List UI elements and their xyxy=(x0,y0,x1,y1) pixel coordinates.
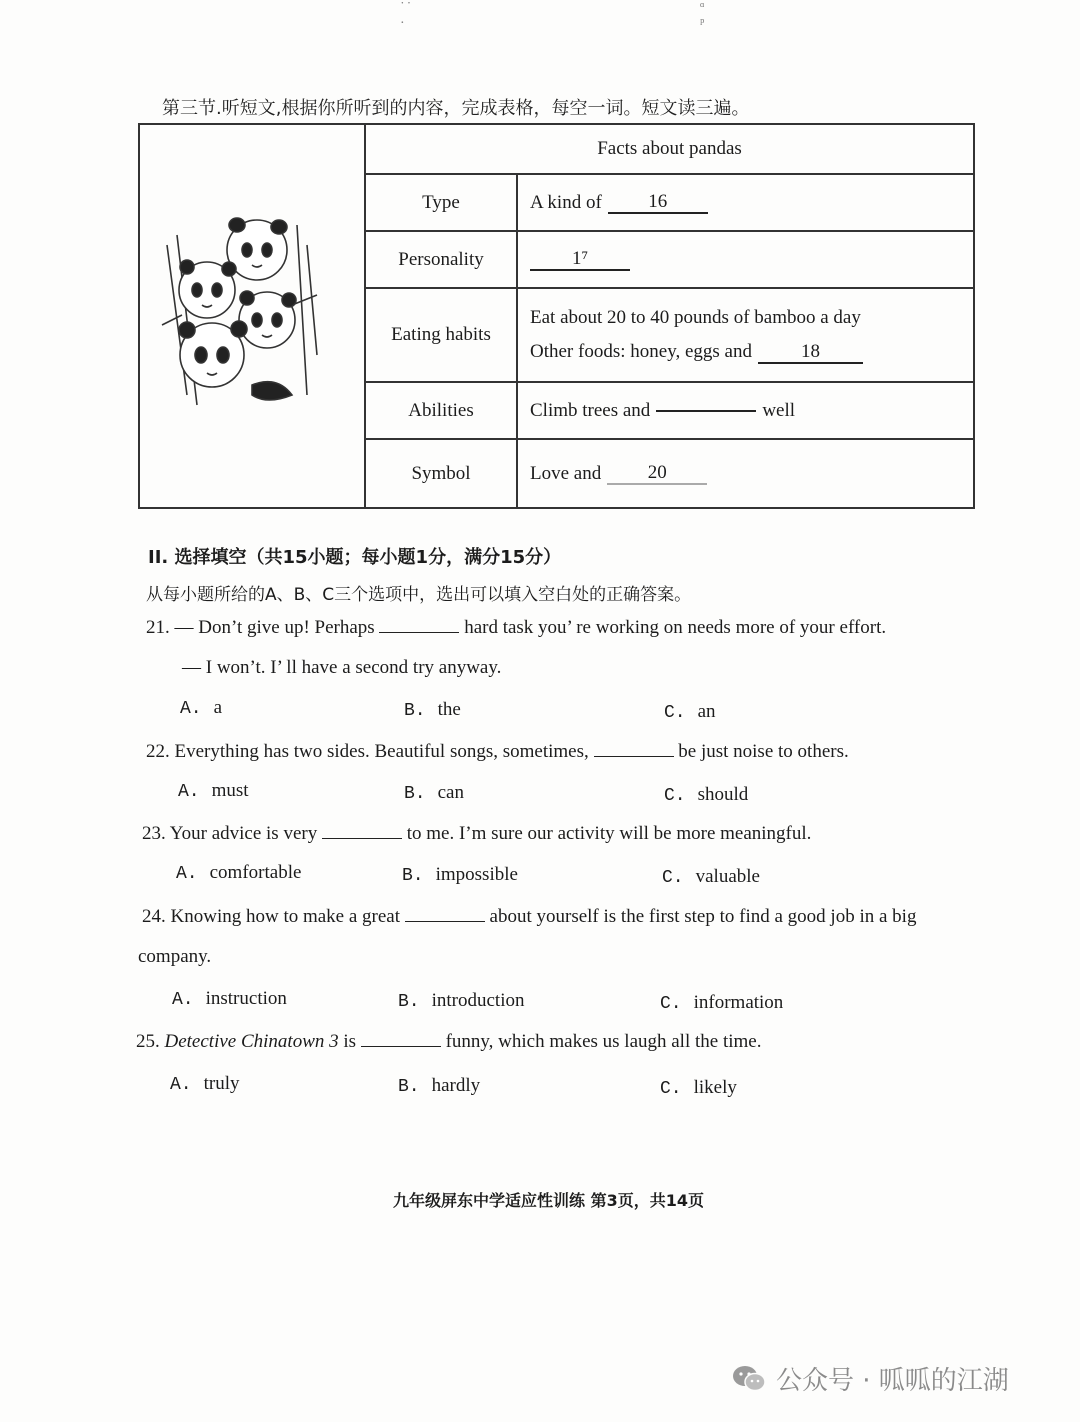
question-number: 23. xyxy=(142,823,166,844)
question-23 xyxy=(142,823,811,845)
option-letter: A. xyxy=(172,990,194,1010)
watermark-text: 公众号 · 呱呱的江湖 xyxy=(776,1366,1009,1396)
option-text: instruction xyxy=(205,988,287,1009)
row-value-symbol xyxy=(530,440,973,507)
movie-title: Detective Chinatown 3 xyxy=(164,1031,339,1052)
option-c[interactable] xyxy=(660,992,783,1014)
option-letter: C. xyxy=(664,786,686,806)
row-text: Climb trees and xyxy=(530,399,651,421)
pandas-illustration xyxy=(157,205,322,415)
option-text: information xyxy=(693,992,784,1013)
option-letter: A. xyxy=(178,782,200,802)
question-text: be just noise to others. xyxy=(678,741,849,762)
question-text: hard task you’ re working on needs more of your effort. xyxy=(464,617,887,638)
eating-line1: Eat about 20 to 40 pounds of bamboo a day xyxy=(530,306,861,328)
part2-title: II. 选择填空（共15小题；每小题1分，满分15分） xyxy=(148,547,562,568)
option-a[interactable] xyxy=(176,862,301,884)
option-a[interactable] xyxy=(170,1073,240,1095)
option-text: must xyxy=(211,780,249,801)
option-text: an xyxy=(697,701,716,722)
option-letter: B. xyxy=(402,866,424,886)
answer-blank-16[interactable]: 16 xyxy=(608,192,708,214)
question-number: 22. xyxy=(146,741,170,762)
eating-line2 xyxy=(530,341,869,364)
question-text: Knowing how to make a great xyxy=(170,906,401,927)
question-text: Everything has two sides. Beautiful songs, sometimes, xyxy=(174,741,589,762)
answer-blank[interactable] xyxy=(594,742,674,757)
option-b[interactable] xyxy=(404,782,464,804)
option-letter: B. xyxy=(398,992,420,1012)
row-label-type: Type xyxy=(422,191,460,213)
option-text: can xyxy=(437,782,464,803)
question-text: is xyxy=(343,1031,357,1052)
question-22 xyxy=(146,741,849,763)
row-value-abilities xyxy=(530,383,973,438)
option-letter: C. xyxy=(660,1079,682,1099)
option-letter: B. xyxy=(398,1077,420,1097)
question-text: — Don’t give up! Perhaps xyxy=(174,617,375,638)
question-24 xyxy=(142,906,916,928)
question-25 xyxy=(136,1031,761,1053)
answer-blank-19[interactable] xyxy=(656,410,756,412)
question-21 xyxy=(146,617,886,639)
option-letter: A. xyxy=(180,699,202,719)
option-text: a xyxy=(213,697,223,718)
option-a[interactable] xyxy=(172,988,287,1010)
option-letter: C. xyxy=(662,868,684,888)
option-letter: A. xyxy=(170,1075,192,1095)
row-text: Love and xyxy=(530,462,602,484)
watermark xyxy=(732,1360,1009,1397)
page-footer: 九年级屏东中学适应性训练 第3页，共14页 xyxy=(393,1191,704,1210)
option-a[interactable] xyxy=(178,780,249,802)
wechat-icon xyxy=(732,1364,766,1394)
row-label-eating: Eating habits xyxy=(391,324,491,345)
table-title: Facts about pandas xyxy=(597,138,742,159)
answer-blank-18[interactable]: 18 xyxy=(758,342,863,364)
option-text: likely xyxy=(693,1077,737,1098)
answer-blank[interactable] xyxy=(379,618,459,633)
part2-instruction: 从每小题所给的A、B、C三个选项中，选出可以填入空白处的正确答案。 xyxy=(146,585,692,605)
row-label-symbol: Symbol xyxy=(411,462,471,484)
option-text: the xyxy=(437,699,461,720)
option-text: impossible xyxy=(435,864,518,885)
option-letter: B. xyxy=(404,701,426,721)
option-b[interactable] xyxy=(398,1075,480,1097)
answer-blank[interactable] xyxy=(405,907,485,922)
option-text: introduction xyxy=(431,990,525,1011)
answer-blank-17[interactable]: 1⁷ xyxy=(530,249,630,271)
section3-instruction: 第三节.听短文,根据你所听到的内容，完成表格，每空一词。短文读三遍。 xyxy=(162,98,750,119)
option-letter: C. xyxy=(664,703,686,723)
row-text: well xyxy=(762,399,796,421)
option-text: comfortable xyxy=(209,862,302,883)
option-c[interactable] xyxy=(664,784,748,806)
row-text: Other foods: honey, eggs and xyxy=(530,340,752,362)
option-b[interactable] xyxy=(398,990,525,1012)
question-text: Your advice is very xyxy=(169,823,318,844)
row-value-eating xyxy=(530,295,973,375)
option-b[interactable] xyxy=(402,864,518,886)
pandas-facts-table xyxy=(138,123,975,509)
row-label-personality: Personality xyxy=(398,248,484,270)
option-text: truly xyxy=(203,1073,240,1094)
answer-blank-20[interactable]: 20 xyxy=(607,463,707,485)
question-text: about yourself is the first step to find a good job in a big xyxy=(489,906,917,927)
option-letter: A. xyxy=(176,864,198,884)
row-label-abilities: Abilities xyxy=(408,399,474,421)
question-text: to me. I’m sure our activity will be more meaningful. xyxy=(406,823,812,844)
answer-blank[interactable] xyxy=(361,1032,441,1047)
row-text: A kind of xyxy=(530,191,602,213)
question-24-line2: company. xyxy=(138,946,212,967)
question-number: 21. xyxy=(146,617,170,638)
row-value-personality xyxy=(530,232,973,287)
option-c[interactable] xyxy=(660,1077,737,1099)
row-value-type xyxy=(530,175,973,230)
question-number: 25. xyxy=(136,1031,160,1052)
option-a[interactable] xyxy=(180,697,222,719)
option-text: should xyxy=(697,784,749,805)
option-b[interactable] xyxy=(404,699,461,721)
question-number: 24. xyxy=(142,906,166,927)
option-c[interactable] xyxy=(662,866,760,888)
answer-blank[interactable] xyxy=(322,824,402,839)
option-c[interactable] xyxy=(664,701,716,723)
question-21-line2: — I won’t. I’ ll have a second try anyway. xyxy=(182,657,502,678)
option-text: valuable xyxy=(695,866,760,887)
option-letter: B. xyxy=(404,784,426,804)
option-letter: C. xyxy=(660,994,682,1014)
option-text: hardly xyxy=(431,1075,481,1096)
question-text: funny, which makes us laugh all the time. xyxy=(445,1031,762,1052)
